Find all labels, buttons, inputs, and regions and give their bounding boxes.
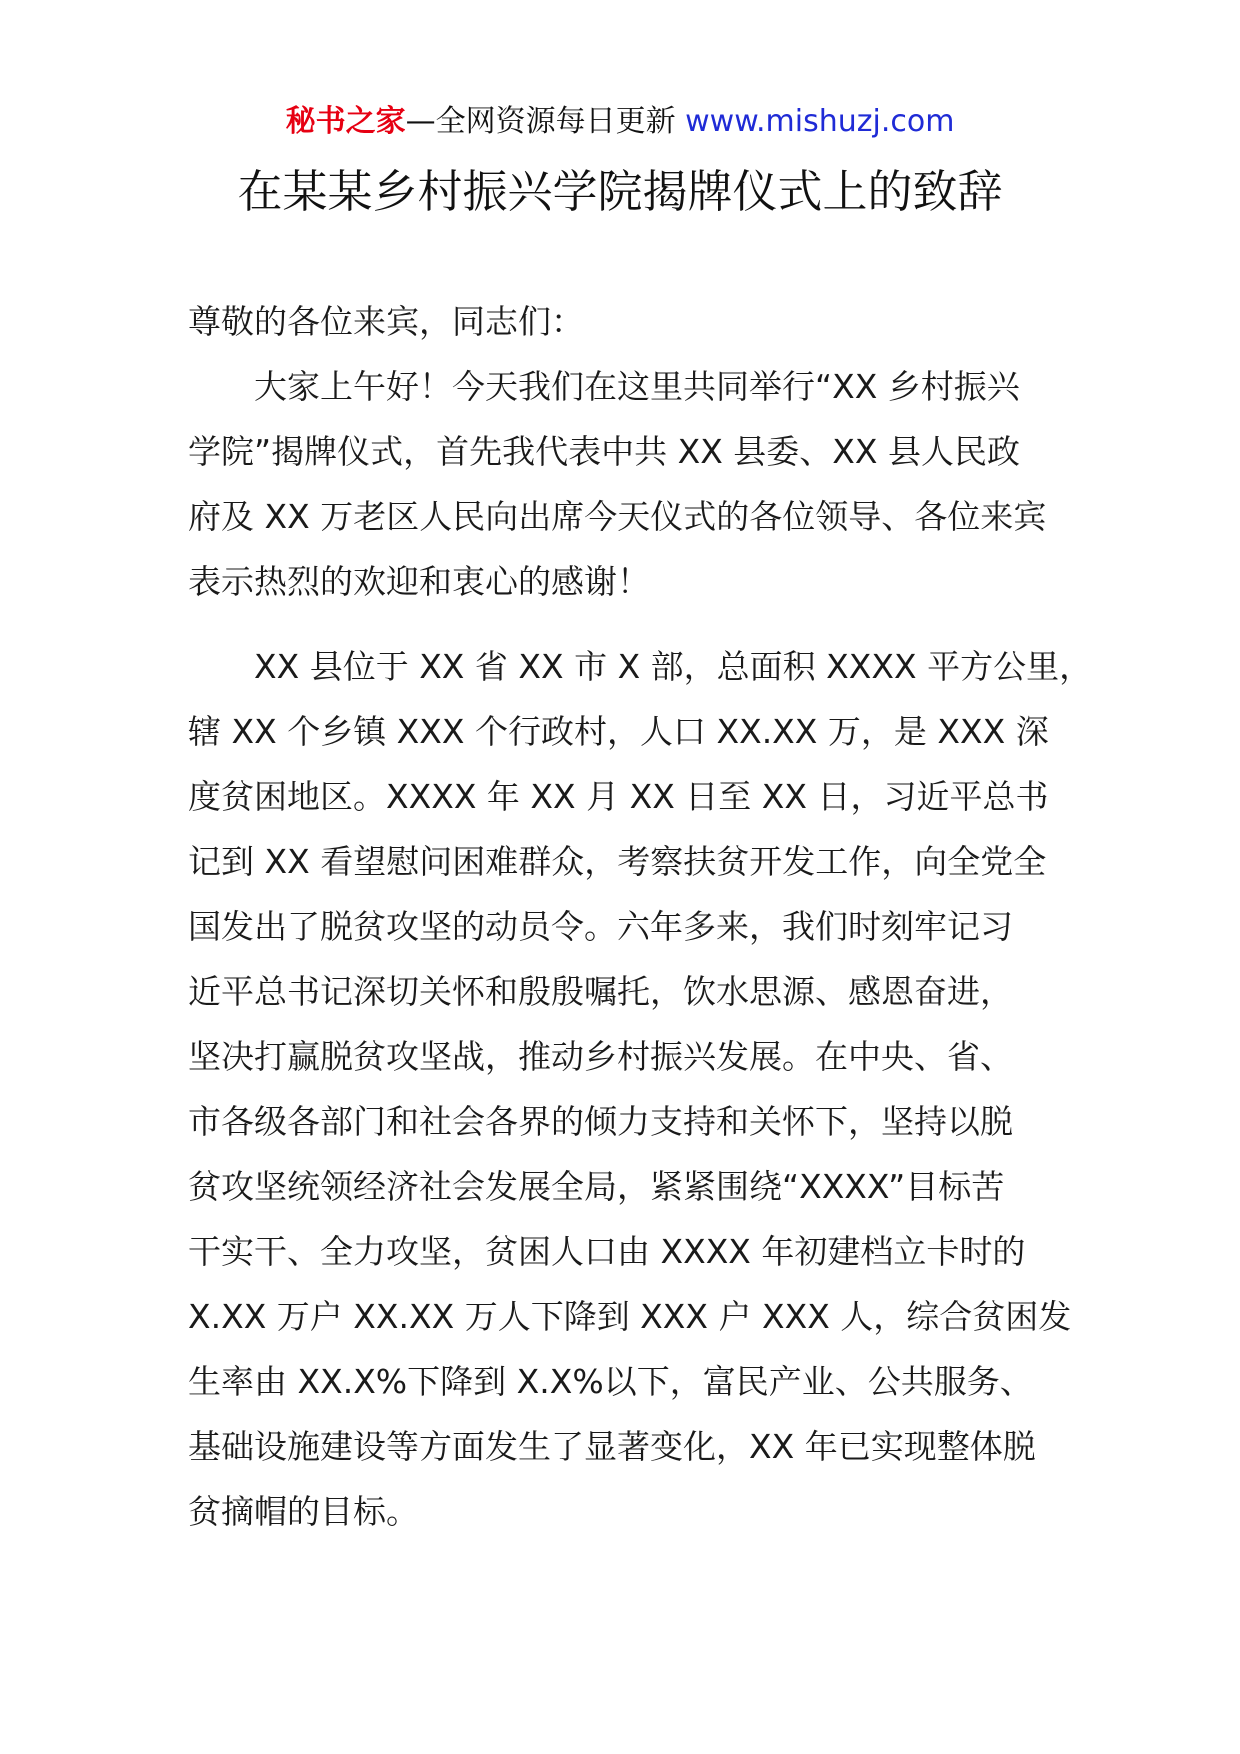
paragraph-line: 度贫困地区。XXXX 年 XX 月 XX 日至 XX 日，习近平总书 (188, 777, 1049, 816)
site-banner (0, 100, 1240, 144)
salutation: 尊敬的各位来宾，同志们： (188, 302, 584, 341)
paragraph-line: 府及 XX 万老区人民向出席今天仪式的各位领导、各位来宾 (188, 497, 1047, 536)
paragraph-line: 辖 XX 个乡镇 XXX 个行政村，人口 XX.XX 万，是 XXX 深 (188, 712, 1049, 751)
site-url-link[interactable]: www.mishuzj.com (685, 104, 955, 139)
document-body (188, 289, 1093, 1544)
paragraph-line: 干实干、全力攻坚，贫困人口由 XXXX 年初建档立卡时的 (188, 1232, 1026, 1271)
paragraph-line: 市各级各部门和社会各界的倾力支持和关怀下，坚持以脱 (188, 1102, 1013, 1141)
paragraph-line: 生率由 XX.X%下降到 X.X%以下，富民产业、公共服务、 (188, 1362, 1033, 1401)
paragraph-line: 大家上午好！今天我们在这里共同举行“XX 乡村振兴 (254, 367, 1020, 406)
paragraph-line: 坚决打赢脱贫攻坚战，推动乡村振兴发展。在中央、省、 (188, 1037, 1013, 1076)
paragraph-line: 基础设施建设等方面发生了显著变化，XX 年已实现整体脱 (188, 1427, 1036, 1466)
paragraph-county-overview (188, 634, 1093, 1544)
paragraph-welcome (188, 354, 1088, 614)
paragraph-line: 近平总书记深切关怀和殷殷嘱托，饮水思源、感恩奋进， (188, 972, 1013, 1011)
paragraph-line: 贫攻坚统领经济社会发展全局，紧紧围绕“XXXX”目标苦 (188, 1167, 1005, 1206)
paragraph-line: 表示热烈的欢迎和衷心的感谢！ (188, 562, 650, 601)
banner-tagline: —全网资源每日更新 (405, 104, 686, 139)
paragraph-line: 记到 XX 看望慰问困难群众，考察扶贫开发工作，向全党全 (188, 842, 1047, 881)
paragraph-line: 国发出了脱贫攻坚的动员令。六年多来，我们时刻牢记习 (188, 907, 1013, 946)
paragraph-line: 学院”揭牌仪式，首先我代表中共 XX 县委、XX 县人民政 (188, 432, 1020, 471)
paragraph-line: XX 县位于 XX 省 XX 市 X 部，总面积 XXXX 平方公里， (254, 647, 1093, 686)
brand-name: 秘书之家 (285, 104, 406, 139)
paragraph-line: 贫摘帽的目标。 (188, 1492, 419, 1531)
paragraph-line: X.XX 万户 XX.XX 万人下降到 XXX 户 XXX 人，综合贫困发 (188, 1297, 1072, 1336)
document-title: 在某某乡村振兴学院揭牌仪式上的致辞 (237, 165, 1003, 218)
